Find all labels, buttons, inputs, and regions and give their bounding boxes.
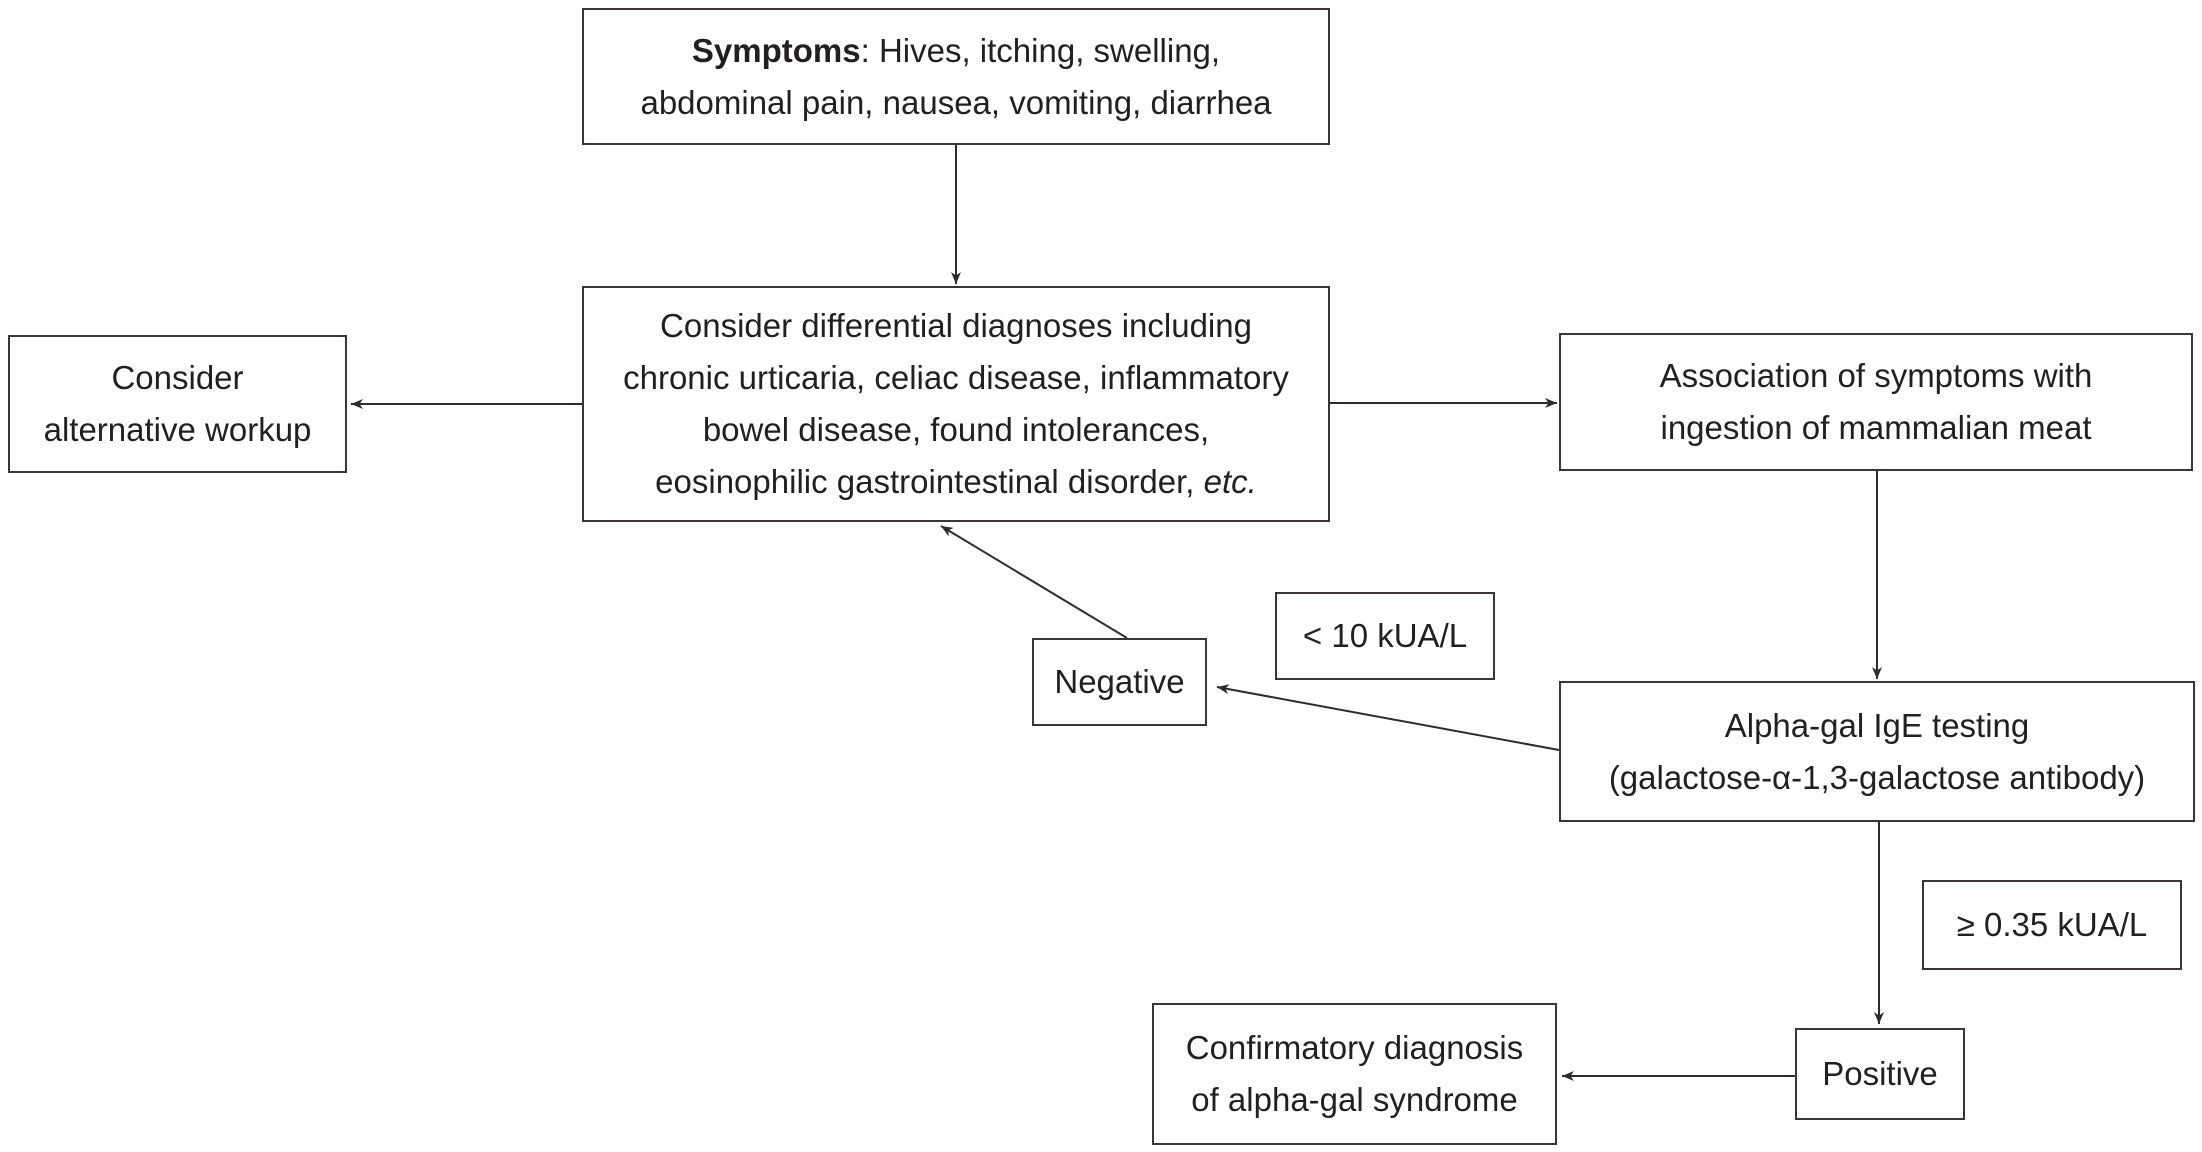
differential-line4-main: eosinophilic gastrointestinal disorder, — [655, 463, 1204, 500]
symptoms-label-bold: Symptoms — [691, 31, 861, 69]
differential-line2: chronic urticaria, celiac disease, inflammatory — [623, 359, 1289, 396]
ige-testing-node — [1559, 681, 2195, 822]
symptoms-line1 — [692, 25, 1220, 77]
alternative-line2: alternative workup — [43, 411, 312, 448]
positive-threshold-node — [1922, 880, 2182, 970]
symptoms-node — [582, 8, 1330, 145]
negative-threshold-label: < 10 kUA/L — [1302, 617, 1468, 654]
association-line2: ingestion of mammalian meat — [1660, 409, 2092, 446]
confirmatory-line2: of alpha-gal syndrome — [1191, 1081, 1518, 1118]
confirmatory-line1: Confirmatory diagnosis — [1185, 1029, 1524, 1066]
alternative-workup-node — [8, 335, 347, 473]
confirmatory-diagnosis-node — [1152, 1003, 1557, 1145]
ige-line1: Alpha-gal IgE testing — [1724, 706, 2030, 744]
symptoms-line1-rest: : Hives, itching, swelling, — [860, 31, 1221, 69]
positive-threshold-label: ≥ 0.35 kUA/L — [1956, 906, 2148, 943]
arrow-negative-to-differential — [941, 526, 1127, 638]
symptoms-line2: abdominal pain, nausea, vomiting, diarrhea — [640, 83, 1272, 121]
differential-line1: Consider differential diagnoses including — [660, 307, 1252, 344]
positive-result-node — [1795, 1028, 1965, 1120]
differential-line4 — [655, 456, 1257, 508]
positive-label: Positive — [1822, 1055, 1938, 1092]
differential-etc-italic: etc. — [1203, 463, 1257, 500]
negative-label: Negative — [1054, 663, 1185, 700]
differential-line3: bowel disease, found intolerances, — [702, 411, 1210, 448]
negative-result-node — [1032, 638, 1207, 726]
ige-line2: (galactose-α-1,3-galactose antibody) — [1608, 758, 2146, 796]
association-node — [1559, 333, 2193, 471]
arrow-ige-to-negative — [1217, 687, 1559, 750]
differential-diagnoses-node — [582, 286, 1330, 522]
negative-threshold-node — [1275, 592, 1495, 680]
alternative-line1: Consider — [111, 359, 244, 396]
association-line1: Association of symptoms with — [1659, 357, 2093, 394]
